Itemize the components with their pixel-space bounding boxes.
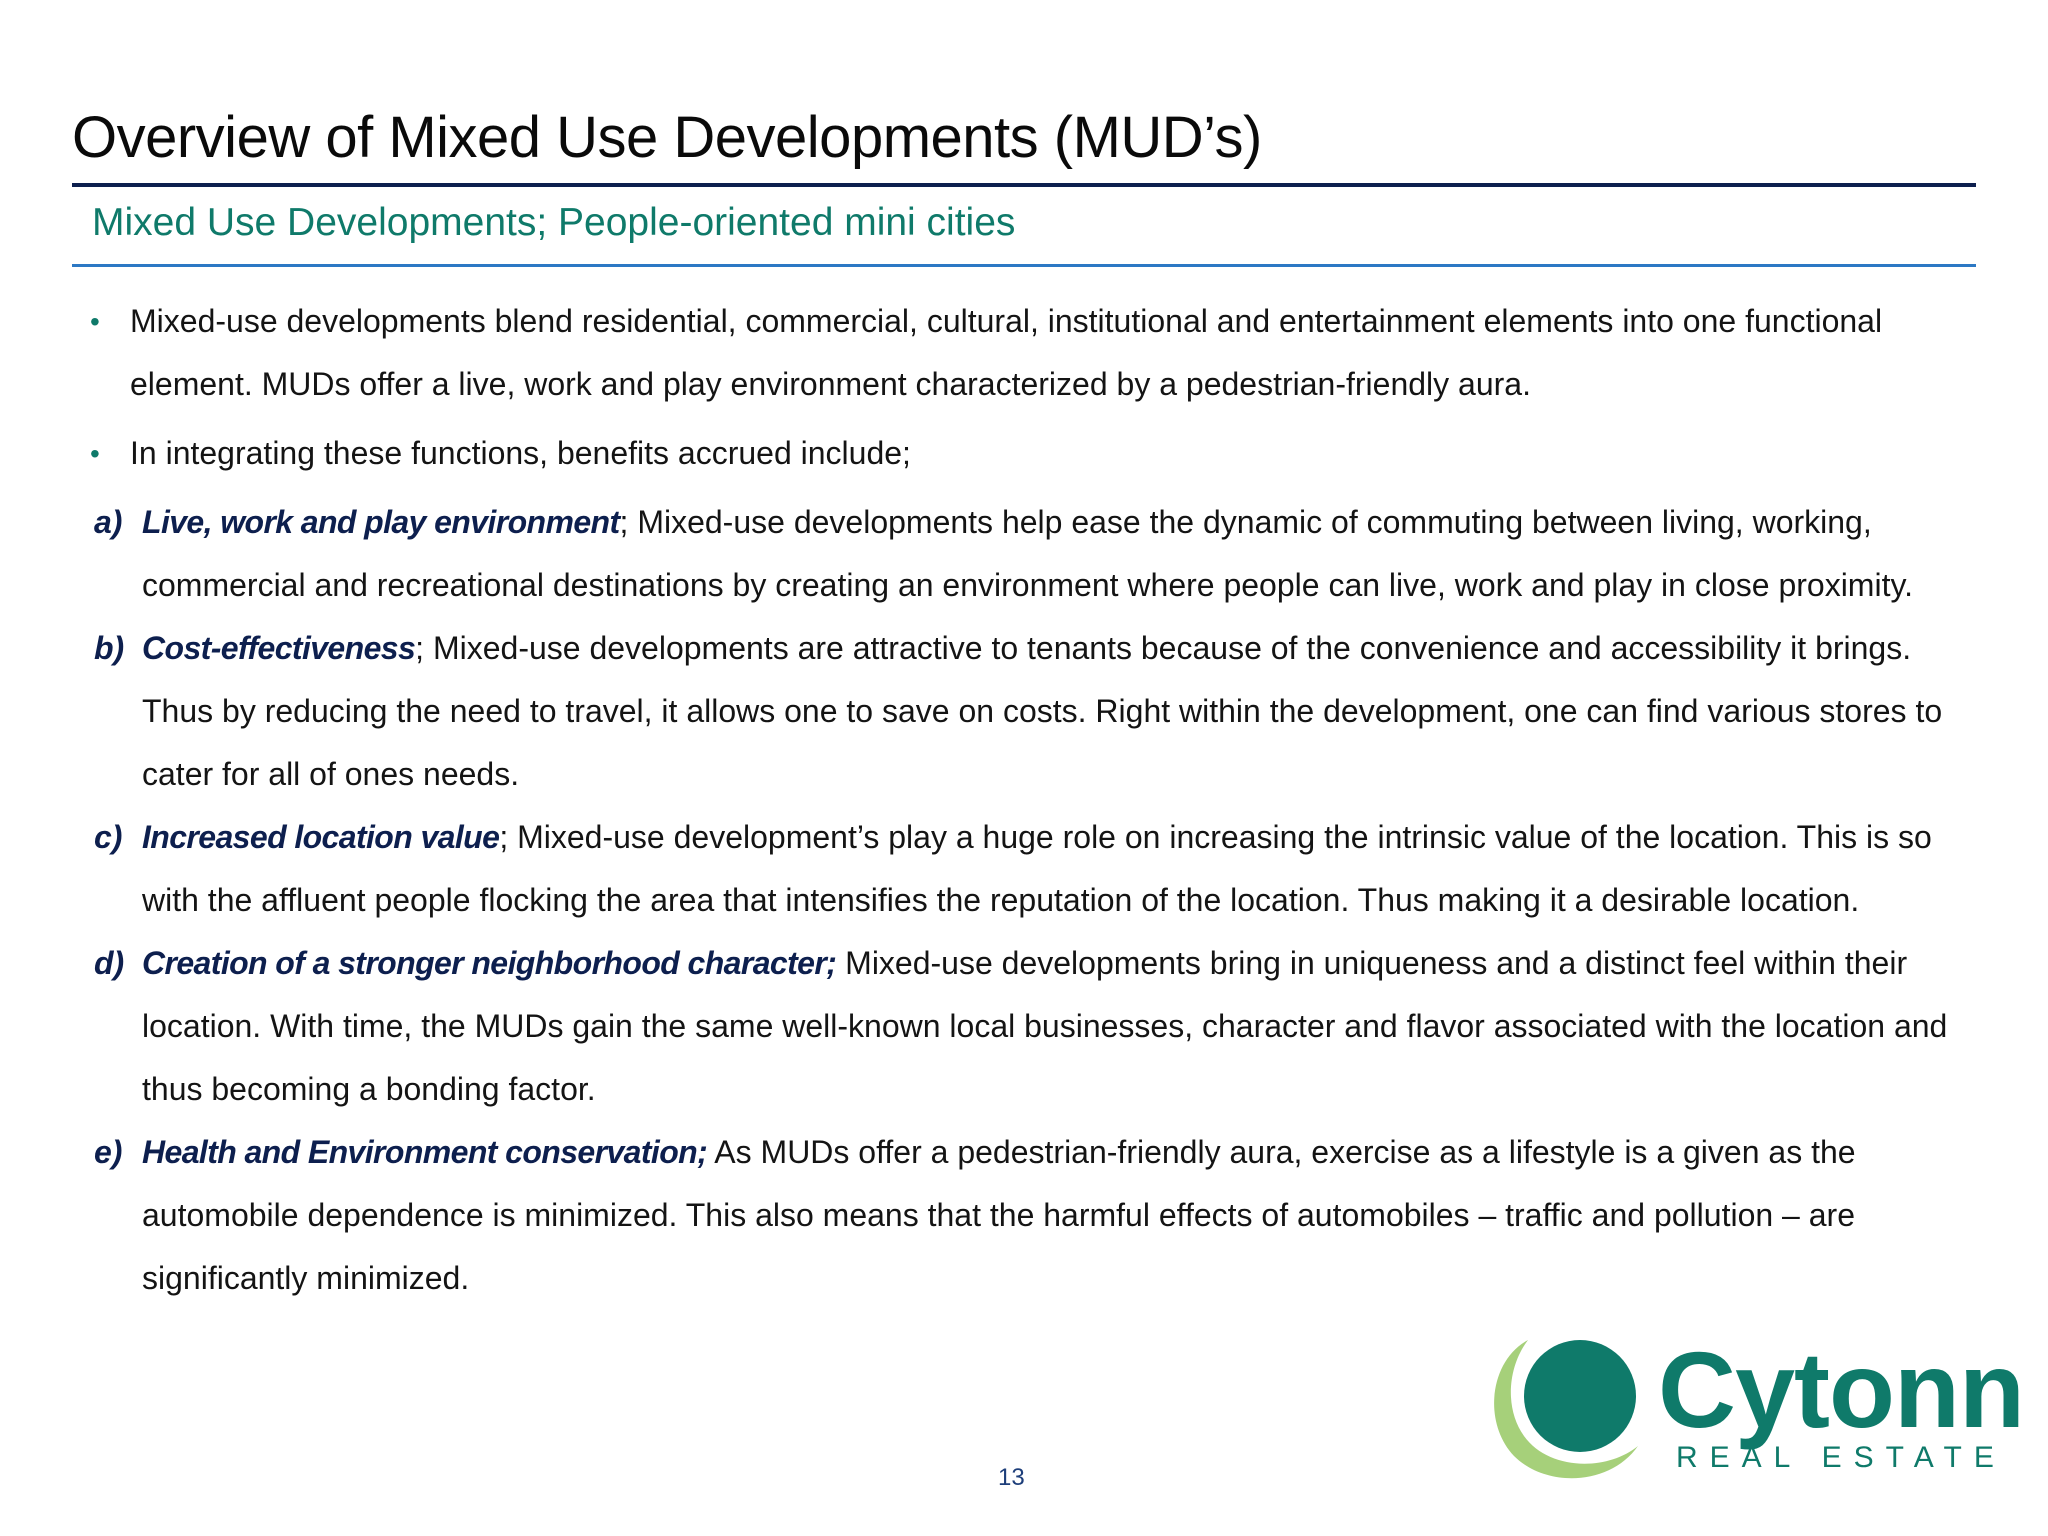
- logo-circle-shape: [1524, 1340, 1636, 1452]
- cytonn-logo: [1488, 1329, 2024, 1490]
- bullet-text: Mixed-use developments blend residential, commercial, cultural, institutional and entertainment elements into one functional element. MUDs offer a live, work and play environment characterized by a pedestrian-friendly aura.: [130, 303, 1883, 402]
- content-body: [72, 290, 1962, 1310]
- logo-tagline: REAL ESTATE: [1676, 1441, 2006, 1474]
- benefit-body: Mixed-use developments are attractive to tenants because of the convenience and accessibility it brings. Thus by reducing the need to travel, it allows one to save on costs. Right within the development, one can find various stores to cater for all of ones needs.: [142, 630, 1943, 792]
- bullet-dot-icon: •: [90, 306, 100, 337]
- benefit-heading: Creation of a stronger neighborhood character;: [142, 945, 837, 981]
- benefit-letter: e): [94, 1134, 123, 1170]
- benefit-letter: d): [94, 945, 125, 981]
- benefit-heading: Health and Environment conservation;: [142, 1134, 708, 1170]
- benefit-heading: Live, work and play environment: [142, 504, 620, 540]
- benefit-item-b: [72, 617, 1962, 806]
- benefit-item-e: [72, 1121, 1962, 1310]
- benefit-separator: ;: [499, 819, 509, 855]
- benefit-letter: c): [94, 819, 123, 855]
- benefit-body: Mixed-use developments help ease the dynamic of commuting between living, working, commercial and recreational destinations by creating an environment where people can live, work and play in close proximity.: [142, 504, 1913, 603]
- benefit-letter: a): [94, 504, 123, 540]
- page-number: 13: [998, 1464, 1025, 1491]
- benefit-heading: Cost-effectiveness: [142, 630, 416, 666]
- benefit-item-a: [72, 491, 1962, 617]
- benefit-item-c: [72, 806, 1962, 932]
- benefit-separator: ;: [415, 630, 425, 666]
- bullet-item: [72, 422, 1962, 485]
- benefit-letter: b): [94, 630, 125, 666]
- benefit-body: As MUDs offer a pedestrian-friendly aura, exercise as a lifestyle is a given as the automobile dependence is minimized. This also means that the harmful effects of automobiles – traffic and pollution – are significantly minimized.: [142, 1134, 1856, 1296]
- section-subtitle: Mixed Use Developments; People-oriented mini cities: [92, 201, 1016, 244]
- benefit-separator: ;: [619, 504, 629, 540]
- bullet-dot-icon: •: [90, 438, 100, 469]
- benefit-body: Mixed-use developments bring in uniqueness and a distinct feel within their location. With time, the MUDs gain the same well-known local businesses, character and flavor associated with the location and thus becoming a bonding factor.: [142, 945, 1948, 1107]
- benefit-item-d: [72, 932, 1962, 1121]
- benefit-body: Mixed-use development’s play a huge role on increasing the intrinsic value of the location. This is so with the affluent people flocking the area that intensifies the reputation of the location. Thus making it a desirable location.: [142, 819, 1932, 918]
- subtitle-bar: [72, 187, 1976, 267]
- cytonn-swirl-logo-icon: [1488, 1330, 1658, 1490]
- logo-wordmark: Cytonn: [1658, 1329, 2024, 1450]
- benefit-heading: Increased location value: [142, 819, 500, 855]
- bullet-item: [72, 290, 1962, 416]
- page-title: Overview of Mixed Use Developments (MUD’s): [72, 105, 1262, 170]
- bullet-text: In integrating these functions, benefits accrued include;: [130, 435, 911, 471]
